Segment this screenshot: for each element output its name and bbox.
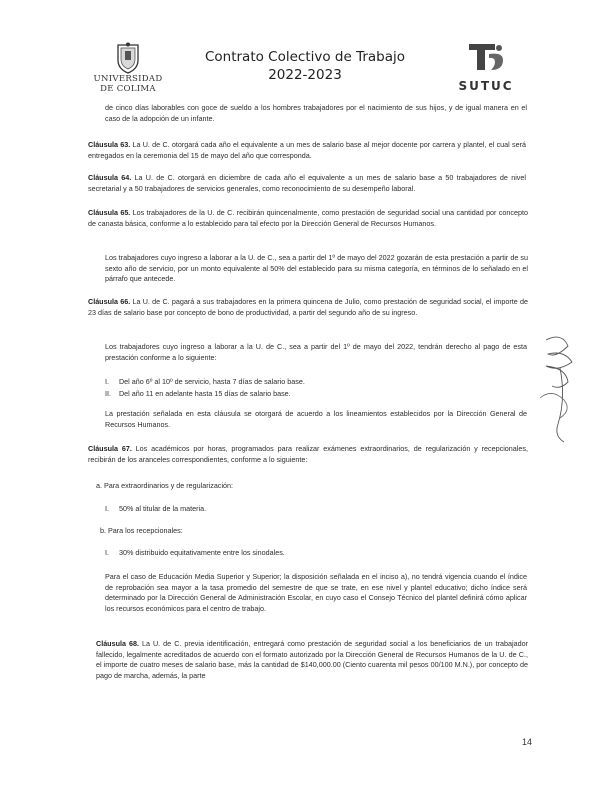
clause-66-label: Cláusula 66. (88, 297, 131, 306)
clause-66-item-1: I. Del año 6º al 10º de servicio, hasta 7 días de salario base. (105, 377, 305, 386)
clause-67-item-a-1: I. 50% al titular de la materia. (105, 504, 207, 513)
page-number: 14 (522, 737, 533, 747)
clause-66 (88, 297, 528, 318)
clause-68-label: Cláusula 68. (96, 639, 139, 648)
university-crest-icon (115, 42, 141, 74)
clause-64 (88, 173, 526, 194)
clause-63-text: La U. de C. otorgará cada año el equivalente a un mes de salario base al mejor docente por carrera y plantel, el cual será entregados en la ceremonia del 15 de mayo del año que corresponda. (88, 140, 526, 160)
clause-67-item-b-1: I. 30% distribuido equitativamente entre los sinodales. (105, 548, 285, 557)
clause-66-paragraph-2: Los trabajadores cuyo ingreso a laborar a la U. de C., sea a partir del 1º de mayo del 2022, tendrán derecho al pago de esta prestación conforme a lo siguiente: (105, 342, 527, 362)
sutuc-emblem-icon (465, 40, 507, 74)
clause-67-text: Los académicos por horas, programados para realizar exámenes extraordinarios, de regularización y recepcionales, recibirán de los aranceles correspondientes, conforme a lo siguiente: (88, 444, 528, 464)
sutuc-name: SUTUC (458, 79, 514, 93)
clause-67-label: Cláusula 67. (88, 444, 132, 453)
clause-63 (88, 140, 526, 161)
sutuc-logo (446, 40, 526, 98)
clause-66-item-2: II. Del año 11 en adelante hasta 15 días de salario base. (105, 389, 291, 398)
clause-65-text: Los trabajadores de la U. de C. recibirán quincenalmente, como prestación de seguridad social una cantidad por concepto de canasta básica, conforme a lo establecido para tal efecto por la Dirección General de Recursos Humanos. (88, 208, 528, 228)
title-line2: 2022-2023 (268, 67, 342, 83)
university-name-line2: DE COLIMA (100, 84, 156, 94)
clause-67-item-b: b. Para los recepcionales: (100, 526, 183, 535)
handwritten-signature-icon (538, 328, 578, 448)
clause-63-label: Cláusula 63. (88, 140, 131, 149)
clause-68-text: La U. de C. previa identificación, entregará como prestación de seguridad social a los beneficiarios de un trabajador fallecido, legalmente acreditados de acuerdo con el formato autorizado por la Dirección General de Recursos Humanos de la U. de C., el importe de cuatro meses de salario base, más la cantidad de $140,000.00 (Ciento cuarenta mil pesos 00/100 M.N.), por concepto de pago de marcha, además, la parte (96, 639, 528, 680)
clause-66-paragraph-3: La prestación señalada en esta cláusula se otorgará de acuerdo a los lineamientos establecidos por la Dirección General de Recursos Humanos. (105, 409, 527, 429)
clause-67 (88, 444, 528, 465)
document-title (180, 48, 430, 84)
clause-64-text: La U. de C. otorgará en diciembre de cada año el equivalente a un mes de salario base a 50 trabajadores de nivel secretarial y a 50 trabajadores de servicios generales, como reconocimiento de su desempeño laboral. (88, 173, 526, 193)
clause-67-item-a: a. Para extraordinarios y de regularización: (96, 481, 234, 490)
clause-66-text: La U. de C. pagará a sus trabajadores en la primera quincena de Julio, como prestación de seguridad social, el importe de 23 días de salario base por concepto de bono de productividad, a partir del segundo año de su ingreso. (88, 297, 528, 317)
clause-65-paragraph-2: Los trabajadores cuyo ingreso a laborar a la U. de C., sea a partir del 1º de mayo del 2022 gozarán de esta prestación a partir de su sexto año de servicio, por un monto equivalente al 50% del establecido para su misma categoría, en términos de lo señalado en el párrafo que antecede. (105, 253, 528, 284)
clause-68 (96, 639, 528, 681)
clause-67-paragraph-2: Para el caso de Educación Media Superior y Superior; la disposición señalada en el inciso a), no tendrá vigencia cuando el índice de reprobación sea mayor a la tasa promedio del semestre de que se trate, en ese nivel y plantel educativo; dicho índice será determinado por la Dirección General de Administración Escolar, en cuyo caso el Consejo Técnico del plantel definirá cómo aplicar los recursos económicos para el centro de trabajo. (105, 572, 527, 613)
universidad-de-colima-logo (88, 42, 168, 102)
university-name-line1: UNIVERSIDAD (93, 74, 163, 84)
clause-64-label: Cláusula 64. (88, 173, 132, 182)
continued-paragraph: de cinco días laborables con goce de sueldo a los hombres trabajadores por el nacimiento de sus hijos, y de igual manera en el caso de la adopción de un infante. (105, 103, 527, 123)
clause-65-label: Cláusula 65. (88, 208, 131, 217)
title-line1: Contrato Colectivo de Trabajo (204, 49, 406, 65)
clause-65 (88, 208, 528, 229)
